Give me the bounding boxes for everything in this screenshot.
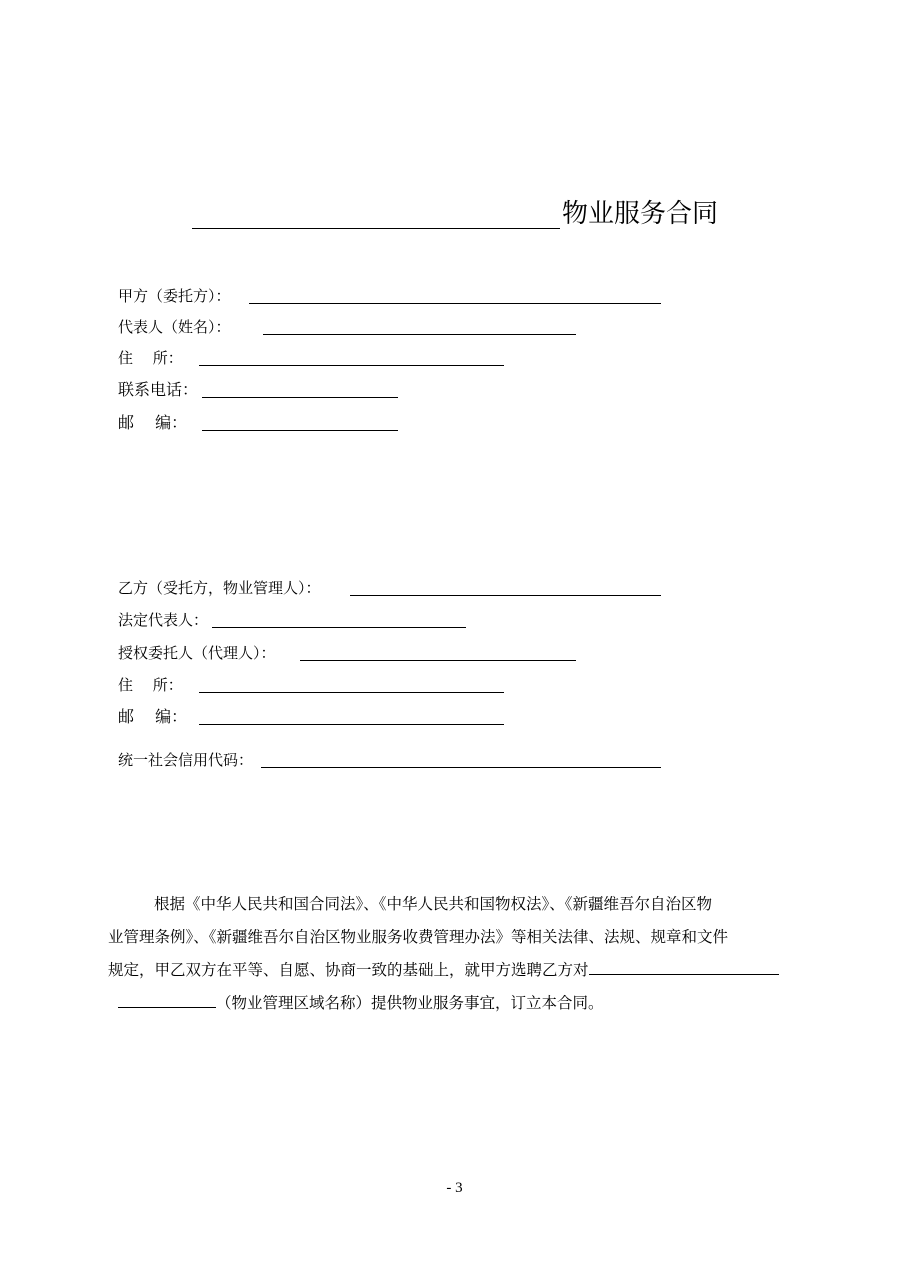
party-a-representative-label: 代表人（姓名）： xyxy=(118,318,231,336)
title-blank-line[interactable] xyxy=(192,228,560,229)
party-a-address-field xyxy=(118,346,506,370)
party-b-legal-rep-field xyxy=(118,608,468,632)
party-b-credit-code-blank[interactable] xyxy=(261,767,661,768)
party-a-address-blank[interactable] xyxy=(199,365,504,366)
party-a-representative-blank[interactable] xyxy=(263,334,576,335)
party-b-agent-blank[interactable] xyxy=(300,660,576,661)
party-a-phone-label: 联系电话： xyxy=(118,380,199,399)
property-name-blank[interactable] xyxy=(589,959,779,975)
party-b-agent-field xyxy=(118,641,578,665)
party-b-agent-label: 授权委托人（代理人）： xyxy=(118,644,276,662)
preamble-line-4 xyxy=(118,985,604,1021)
party-a-representative-field xyxy=(118,315,578,339)
party-a-client-label: 甲方（委托方）： xyxy=(118,287,231,305)
party-b-trustee-label: 乙方（受托方，物业管理人）： xyxy=(118,579,321,597)
party-a-phone-blank[interactable] xyxy=(202,397,398,398)
preamble-line-1: 根据《中华人民共和国合同法》、《中华人民共和国物权法》、《新疆维吾尔自治区物 xyxy=(154,895,713,913)
party-b-trustee-blank[interactable] xyxy=(350,595,661,596)
party-b-legal-rep-label: 法定代表人： xyxy=(118,611,209,629)
party-b-postcode-blank[interactable] xyxy=(199,724,504,725)
party-a-address-label: 住 所： xyxy=(118,349,183,367)
party-b-address-field xyxy=(118,673,506,697)
party-a-client-blank[interactable] xyxy=(249,303,661,304)
party-a-postcode-blank[interactable] xyxy=(202,430,398,431)
party-b-credit-code-field xyxy=(118,748,663,772)
page-number: - 3 xyxy=(446,1180,463,1196)
party-b-postcode-field xyxy=(118,705,506,729)
property-name-blank-cont[interactable] xyxy=(118,992,216,1008)
preamble-line-3 xyxy=(108,952,779,988)
preamble-line-3-text: 规定，甲乙双方在平等、自愿、协商一致的基础上，就甲方选聘乙方对 xyxy=(108,961,589,979)
preamble-line-4-text: （物业管理区域名称）提供物业服务事宜，订立本合同。 xyxy=(216,994,604,1012)
preamble-paragraph xyxy=(108,886,800,1036)
contract-title xyxy=(192,196,752,236)
party-b-address-label: 住 所： xyxy=(118,676,183,694)
party-a-phone-field xyxy=(118,378,400,402)
party-b-credit-code-label: 统一社会信用代码： xyxy=(118,751,254,769)
title-text: 物业服务合同 xyxy=(562,199,719,229)
party-b-trustee-field xyxy=(118,576,663,600)
party-b-postcode-label: 邮 编： xyxy=(118,707,188,726)
preamble-line-2: 业管理条例》、《新疆维吾尔自治区物业服务收费管理办法》等相关法律、法规、规章和文件 xyxy=(108,928,729,946)
party-a-postcode-label: 邮 编： xyxy=(118,413,188,432)
party-a-postcode-field xyxy=(118,411,400,435)
party-b-legal-rep-blank[interactable] xyxy=(212,627,466,628)
party-b-address-blank[interactable] xyxy=(199,692,504,693)
party-a-client-field xyxy=(118,284,663,308)
